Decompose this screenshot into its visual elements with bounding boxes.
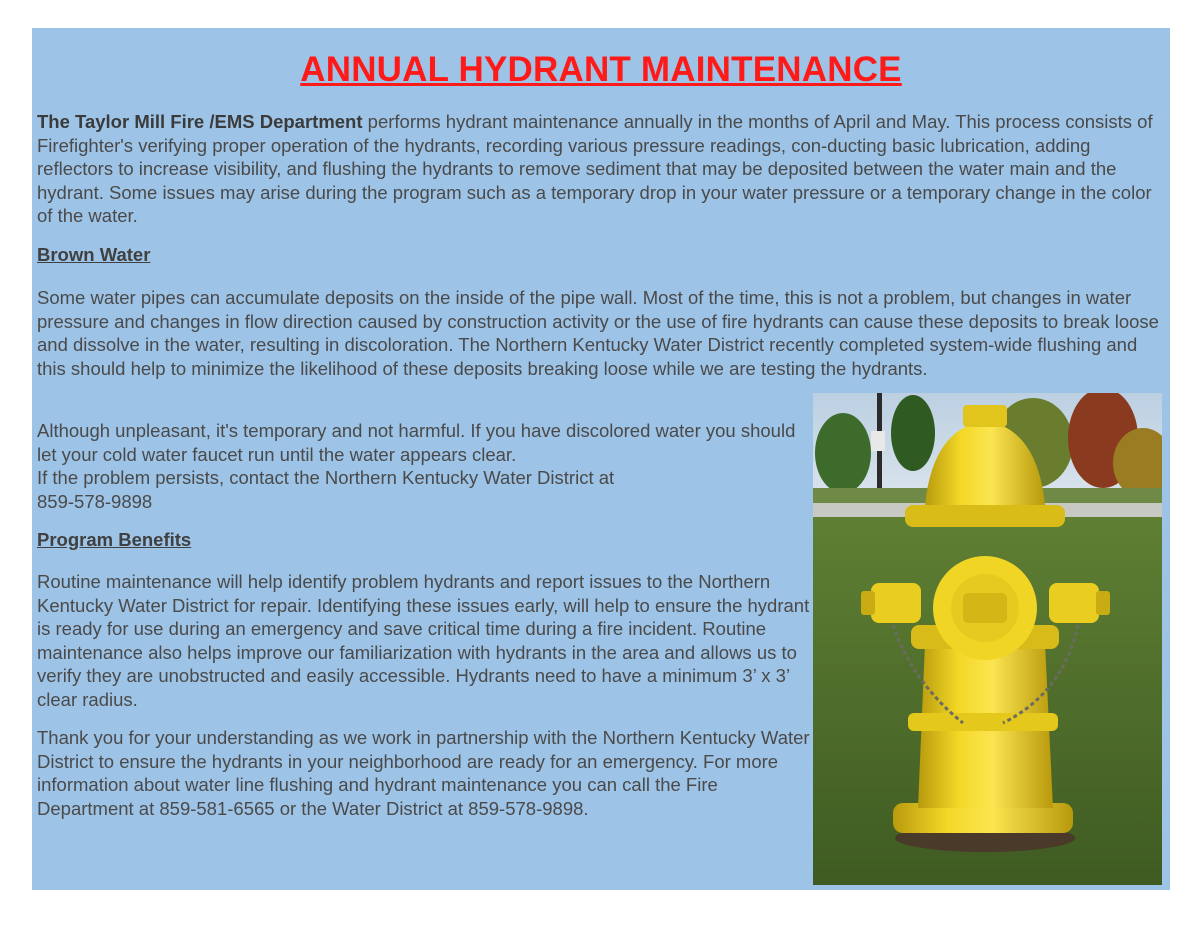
water-district-phone: 859-578-9898 [37, 490, 153, 512]
page-title: ANNUAL HYDRANT MAINTENANCE [300, 50, 902, 89]
thank-you-paragraph: Thank you for your understanding as we work in partnership with the Northern Kentucky Water District to ensure the hydrants in your neighborhood are ready for an emergency. For more information about water line flushing and hydrant maintenance you can call the Fire Department at 859-581-6565 or the Water District at 859-578-9898. [37, 727, 810, 819]
sign [871, 431, 885, 451]
fire-hydrant-photo [813, 393, 1162, 885]
brown-water-paragraph: Some water pipes can accumulate deposits on the inside of the pipe wall. Most of the time, this is not a problem, but changes in water pressure and changes in flow direction caused by construction activity or the use of fire hydrants can cause these deposits to break loose and dissolve in the water, resulting in discoloration. The Northern Kentucky Water District recently completed system-wide flushing and this should help to minimize the likelihood of these deposits breaking loose while we are testing the hydrants. [37, 287, 1159, 379]
intro-paragraph [37, 110, 1161, 228]
intro-lead: The Taylor Mill Fire /EMS Department [37, 111, 363, 132]
contact-text: If the problem persists, contact the Northern Kentucky Water District at [37, 467, 615, 488]
discolored-water-paragraph [37, 419, 807, 513]
brown-water-heading: Brown Water [37, 244, 151, 265]
program-benefits-heading: Program Benefits [37, 529, 192, 550]
discolored-water-text: Although unpleasant, it's temporary and not harmful. If you have discolored water you should let your cold water faucet run until the water appears clear. [37, 420, 796, 465]
intro-text: performs hydrant maintenance annually in the months of April and May. This process consists of Firefighter's verifying proper operation of the hydrants, recording various pressure readings, con-ducting basic lubrication, adding reflectors to increase visibility, and flushing the hydrants to remove sediment that may be deposited between the water main and the hydrant. Some issues may arise during the program such as a temporary drop in your water pressure or a temporary change in the color of the water. [37, 111, 1153, 226]
program-benefits-paragraph: Routine maintenance will help identify problem hydrants and report issues to the Northern Kentucky Water District for repair. Identifying these issues early, will help to ensure the hydrant is ready for use during an emergency and save critical time during a fire incident. Routine maintenance also helps improve our familiarization with hydrants in the area and allows us to verify they are unobstructed and easily accessible. Hydrants need to have a minimum 3’ x 3’ clear radius. [37, 571, 810, 710]
flyer-panel [32, 28, 1170, 890]
